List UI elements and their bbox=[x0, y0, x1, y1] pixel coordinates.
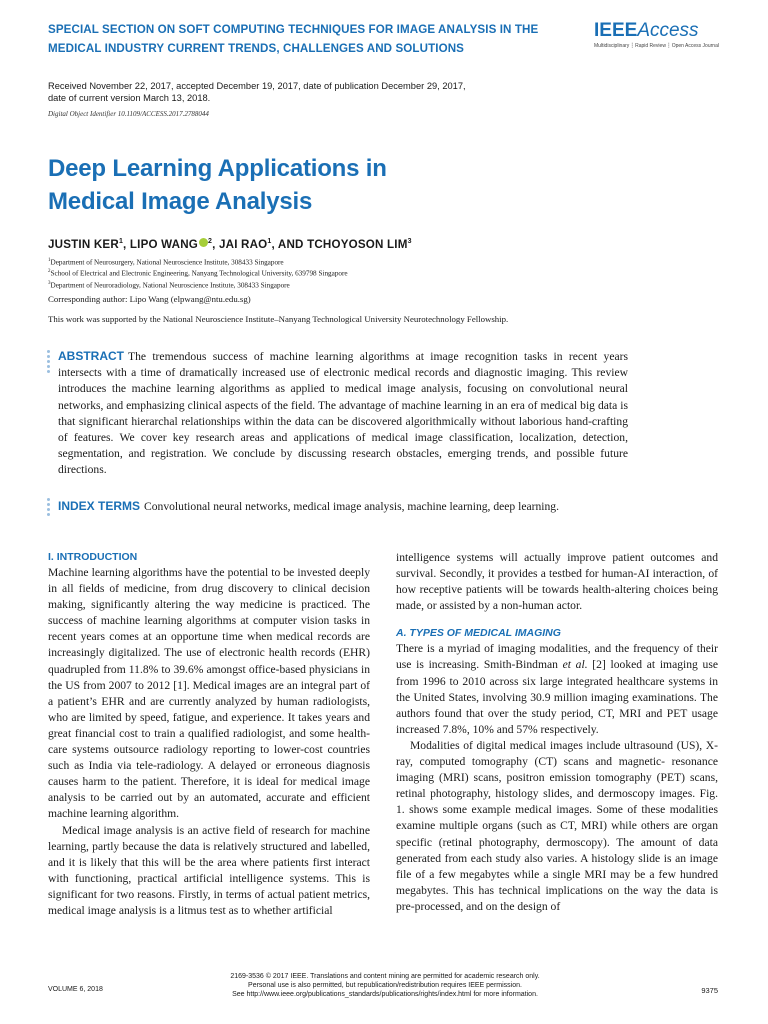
logo-tagline: Multidisciplinary ┆ Rapid Review ┆ Open Access Journal bbox=[594, 43, 719, 49]
copyright-line: 2169-3536 © 2017 IEEE. Translations and content mining are permitted for academic research only. bbox=[230, 973, 540, 980]
paragraph-text: [2] looked at imaging use from 1996 to 2010 across six large integrated healthcare systems in the United States, involving 30.9 million imaging examinations. The authors found that over the study period, CT, MRI and PET usage increased 7.8%, 10% and 57% respectively. bbox=[396, 658, 718, 736]
paragraph bbox=[396, 641, 718, 738]
author-name: JUSTIN KER bbox=[48, 238, 119, 251]
footer-copyright bbox=[180, 972, 590, 999]
author-affiliation-mark: 1 bbox=[118, 238, 124, 246]
author-affiliation-mark: 3 bbox=[407, 238, 412, 246]
affiliation-mark: 2 bbox=[48, 269, 51, 275]
abstract-label: ABSTRACT bbox=[58, 349, 124, 363]
paragraph: Medical image analysis is an active field of research for machine learning, partly because the data is relatively structured and labelled, and it is likely that this will be the area where patients first interact with functioning, practical artificial intelligence systems. This is significant for two reasons. Firstly, in terms of actual patient metrics, medical image analysis is a litmus test as to whether artificial bbox=[48, 823, 370, 917]
received-dates bbox=[48, 80, 588, 104]
logo-ieee: IEEE bbox=[594, 20, 638, 41]
funding-note: This work was supported by the National Neuroscience Institute–Nanyang Technological University Neurotechnology Fellowship. bbox=[48, 314, 509, 324]
affiliation-mark: 1 bbox=[48, 258, 51, 263]
affiliation-item bbox=[48, 256, 348, 267]
received-line-2: date of current version March 13, 2018. bbox=[48, 93, 211, 103]
right-column bbox=[396, 550, 718, 915]
index-terms-text: Convolutional neural networks, medical image analysis, machine learning, deep learning. bbox=[144, 500, 560, 513]
abstract-text: The tremendous success of machine learning algorithms at image recognition tasks in recent years intersects with a time of dramatically increased use of electronic medical records and diagnostic imaging. This review introduces the machine learning algorithms as applied to medical image analysis, focusing on convolutional neural networks, and emphasizing clinical aspects of the field. The advantage of machine learning in an era of medical big data is that significant hierarchal relationships within the data can be discovered algorithmically without laborious hand-crafting of features. We cover key research areas and applications of medical image classification, localization, detection, segmentation, and registration. We conclude by discussing research obstacles, emerging trends, and possible future directions. bbox=[58, 350, 628, 477]
author-name: JAI RAO bbox=[218, 238, 268, 251]
index-terms bbox=[58, 498, 658, 515]
affiliation-text: School of Electrical and Electronic Engineering, Nanyang Technological University, 639798 Singapore bbox=[50, 269, 348, 278]
author-separator: , bbox=[212, 238, 219, 251]
corresponding-author: Corresponding author: Lipo Wang (elpwang@ntu.edu.sg) bbox=[48, 294, 251, 304]
abstract-marker-icon bbox=[47, 350, 51, 375]
special-section-line-1: SPECIAL SECTION ON SOFT COMPUTING TECHNIQUES FOR IMAGE ANALYSIS IN THE bbox=[48, 23, 539, 36]
copyright-line[interactable]: See http://www.ieee.org/publications_standards/publications/rights/index.html for more information. bbox=[232, 991, 538, 998]
author-list bbox=[48, 238, 412, 251]
affiliation-text: Department of Neuroradiology, National Neuroscience Institute, 308433 Singapore bbox=[50, 281, 290, 290]
paragraph: intelligence systems will actually improve patient outcomes and survival. Secondly, it provides a testbed for human-AI interaction, of how receptive patients will be towards health-altering choices being made, or assisted by a non-human actor. bbox=[396, 551, 718, 613]
logo-wordmark bbox=[594, 20, 724, 42]
page-number: 9375 bbox=[701, 986, 718, 995]
special-section-line-2: MEDICAL INDUSTRY CURRENT TRENDS, CHALLENGES AND SOLUTIONS bbox=[48, 42, 465, 55]
affiliation-mark: 3 bbox=[48, 280, 51, 286]
title-line-1: Deep Learning Applications in bbox=[48, 155, 387, 182]
paragraph-text: There is a myriad of imaging modalities, and the frequency of their use is increasing. Smith-Bindman bbox=[396, 642, 718, 672]
affiliation-item bbox=[48, 267, 348, 278]
copyright-line: Personal use is also permitted, but republication/redistribution requires IEEE permission. bbox=[248, 982, 522, 989]
author-affiliation-mark: 2 bbox=[208, 238, 213, 246]
index-terms-marker-icon bbox=[47, 498, 51, 518]
logo-access: Access bbox=[637, 20, 699, 41]
paragraph: Machine learning algorithms have the potential to be invested deeply in all fields of medicine, from drug discovery to clinical decision making, significantly altering the way medicine is practiced. The success of machine learning algorithms at computer vision tasks in recent years comes at an opportune time when medical records are increasingly digitalized. The use of electronic health records (EHR) quadrupled from 11.8% to 39.6% amongst office-based physicians in the US from 2007 to 2012 [1]. Medical images are an integral part of a patient’s EHR and are currently analyzed by human radiologists, who are limited by speed, fatigue, and experience. It takes years and great financial cost to train a qualified radiologist, and some health-care systems outsource radiology reporting to lower-cost countries such as India via tele-radiology. A delayed or erroneous diagnosis causes harm to the patient. Therefore, it is ideal for medical image analysis to be carried out by an automated, accurate and efficient machine learning algorithm. bbox=[48, 566, 370, 821]
left-column bbox=[48, 550, 370, 919]
affiliation-item bbox=[48, 279, 348, 290]
author-separator: , bbox=[123, 238, 130, 251]
ieee-access-logo bbox=[594, 20, 724, 54]
section-heading-introduction: I. INTRODUCTION bbox=[48, 551, 138, 563]
orcid-icon[interactable] bbox=[199, 238, 208, 247]
title-line-2: Medical Image Analysis bbox=[48, 188, 313, 215]
author-separator-and: , AND bbox=[271, 238, 308, 251]
author-affiliation-mark: 1 bbox=[267, 238, 272, 246]
author-name: LIPO WANG bbox=[129, 238, 199, 251]
special-section-heading bbox=[48, 20, 568, 58]
affiliations bbox=[48, 256, 348, 290]
abstract bbox=[58, 348, 628, 479]
author-name: TCHOYOSON LIM bbox=[307, 238, 408, 251]
subsection-heading-types-of-imaging: A. TYPES OF MEDICAL IMAGING bbox=[396, 627, 561, 640]
paragraph: Modalities of digital medical images include ultrasound (US), X-ray, computed tomography (CT) scans and magnetic- resonance imaging (MRI) scans, positron emission tomography (PET) scans, retinal photography, histology slides, and dermoscopy images. Fig. 1. shows some example medical images. Some of these modalities examine multiple organs (such as CT, MRI) while others are organ specific (retinal photography, dermoscopy). The amount of data generated from each study also varies. A histology slide is an image file of a few megabytes while a single MRI may be a few hundred megabytes. This has technical implications on the way the data is pre-processed, and on the design of bbox=[396, 738, 718, 913]
index-terms-label: INDEX TERMS bbox=[58, 499, 141, 513]
affiliation-text: Department of Neurosurgery, National Neuroscience Institute, 308433 Singapore bbox=[50, 258, 284, 267]
doi: Digital Object Identifier 10.1109/ACCESS.2017.2788044 bbox=[48, 110, 209, 118]
paragraph-italic: et al. bbox=[562, 658, 588, 672]
paper-title bbox=[48, 152, 568, 218]
received-line-1: Received November 22, 2017, accepted December 19, 2017, date of publication December 29, 2017, bbox=[48, 81, 466, 91]
footer-volume: VOLUME 6, 2018 bbox=[48, 986, 103, 993]
